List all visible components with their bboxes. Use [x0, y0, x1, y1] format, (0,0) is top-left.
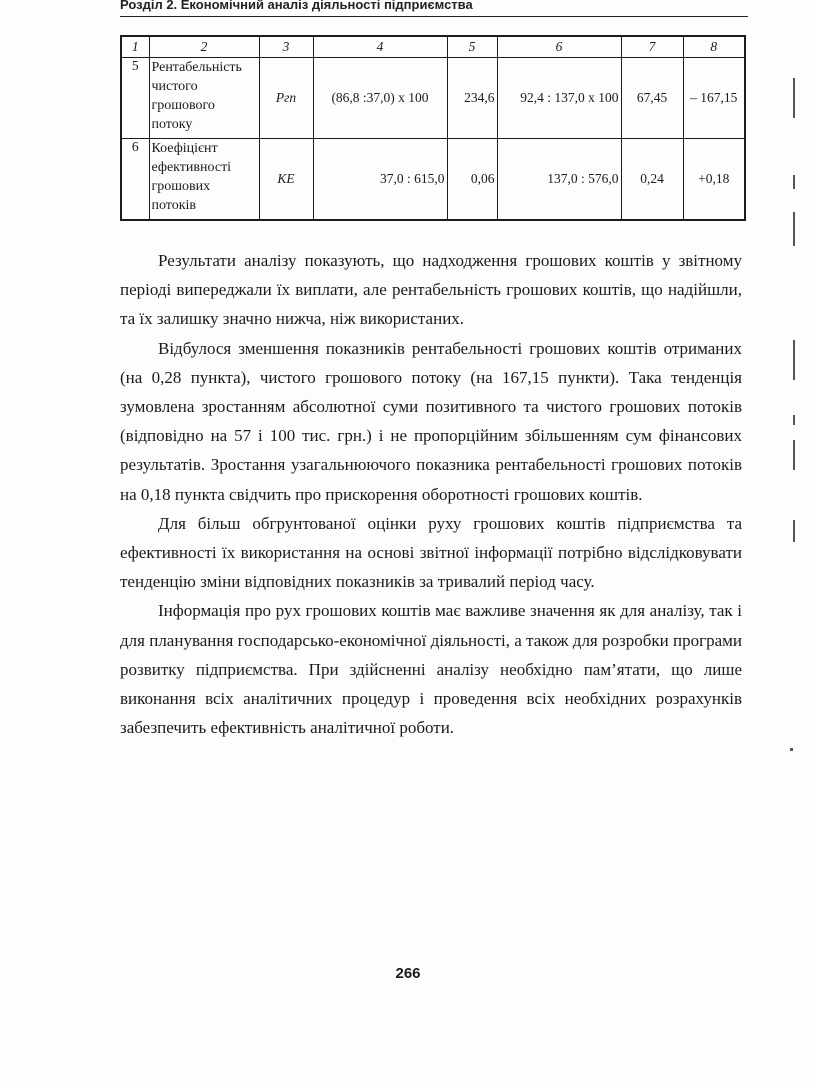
paragraph: Результати аналізу показують, що надходження грошових коштів у звітному періоді випереджали їх виплати, але рентабельність грошових коштів, що надійшли, та їх залишку значно нижча, ніж використаних. — [120, 251, 742, 329]
table-row — [121, 58, 745, 139]
value-change: +0,18 — [683, 139, 745, 221]
indicator-name-line: чистого — [151, 79, 198, 94]
indicator-symbol: KE — [259, 139, 313, 221]
indicator-name — [149, 139, 259, 221]
formula-base: 37,0 : 615,0 — [313, 139, 447, 221]
value-report: 67,45 — [621, 58, 683, 139]
table-row — [121, 139, 745, 221]
col-number-1: 1 — [121, 36, 149, 58]
col-number-4: 4 — [313, 36, 447, 58]
indicator-name-line: Рентабельність — [151, 60, 242, 75]
col-number-2: 2 — [149, 36, 259, 58]
formula-report: 137,0 : 576,0 — [497, 139, 621, 221]
body-text — [120, 246, 742, 742]
row-number: 6 — [121, 139, 149, 221]
value-report: 0,24 — [621, 139, 683, 221]
indicator-symbol: Pгп — [259, 58, 313, 139]
indicator-name-line: ефективності — [151, 160, 232, 175]
indicator-name-line: потоків — [151, 198, 197, 213]
formula-report: 92,4 : 137,0 x 100 — [497, 58, 621, 139]
row-number: 5 — [121, 58, 149, 139]
col-number-6: 6 — [497, 36, 621, 58]
page-number: 266 — [395, 965, 421, 982]
table-header-row — [121, 36, 745, 58]
indicator-name — [149, 58, 259, 139]
running-head: Розділ 2. Економічний аналіз діяльності підприємства — [120, 0, 748, 17]
indicator-name-line: грошових — [151, 179, 211, 194]
col-number-3: 3 — [259, 36, 313, 58]
paragraph: Відбулося зменшення показників рентабельності грошових коштів отриманих (на 0,28 пункта), чистого грошового потоку (на 167,15 пункти). Така тенденція зумовлена зростанням абсолютної суми позитивного та чистого грошових потоків (відповідно на 57 і 100 тис. грн.) і не пропорційним збільшенням сум фінансових результатів. Зростання узагальнюючого показника рентабельності грошових потоків на 0,18 пункта свідчить про прискорення оборотності грошових коштів. — [120, 338, 742, 504]
col-number-5: 5 — [447, 36, 497, 58]
indicator-name-line: потоку — [151, 117, 193, 132]
value-base: 0,06 — [447, 139, 497, 221]
indicators-table — [120, 35, 746, 221]
indicator-name-line: грошового — [151, 98, 215, 113]
col-number-7: 7 — [621, 36, 683, 58]
paragraph: Інформація про рух грошових коштів має важливе значення як для аналізу, так і для планування господарсько-економічної діяльності, а також для розробки програми розвитку підприємства. При здійсненні аналізу необхідно пам’ятати, що лише виконання всіх аналітичних процедур і проведення всіх необхідних розрахунків забезпечить ефективність аналітичної роботи. — [120, 601, 742, 738]
value-change: – 167,15 — [683, 58, 745, 139]
indicator-name-line: Коефіцієнт — [151, 141, 218, 156]
formula-base: (86,8 :37,0) x 100 — [313, 58, 447, 139]
value-base: 234,6 — [447, 58, 497, 139]
col-number-8: 8 — [683, 36, 745, 58]
paragraph: Для більш обгрунтованої оцінки руху грошових коштів підприємства та ефективності їх використання на основі звітної інформації потрібно відслідковувати тенденцію зміни відповідних показників за тривалий період часу. — [120, 513, 742, 592]
